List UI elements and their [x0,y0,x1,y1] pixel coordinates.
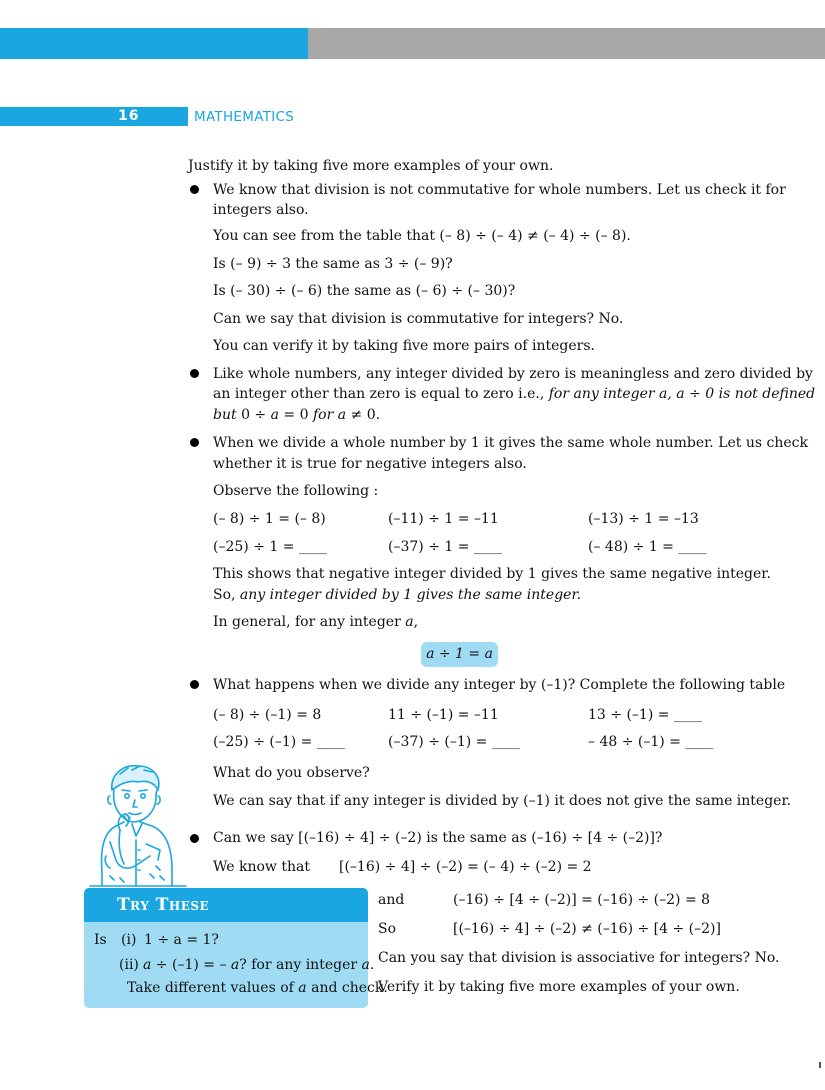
page-edge-mark [819,1062,821,1068]
b4-row1-col1: (– 8) ÷ (–1) = 8 [213,707,322,723]
b2-line-2: an integer other than zero is equal to zero i.e., for any integer a, a ÷ 0 is not defined [213,386,816,402]
b4-row1-col3: 13 ÷ (–1) = ____ [588,707,702,723]
b3-row2-col3: (– 48) ÷ 1 = ____ [588,539,707,555]
try-item-ii-text: a ÷ (–1) = – a? for any integer a. [143,957,375,973]
b1-line-3: You can see from the table that (– 8) ÷ (– 4) ≠ (– 4) ÷ (– 8). [213,228,631,244]
b5-line-2-expr: [(–16) ÷ 4] ÷ (–2) = (– 4) ÷ (–2) = 2 [339,859,592,875]
b4-row2-col3: – 48 ÷ (–1) = ____ [588,734,714,750]
bullet-1 [190,185,199,194]
b3-row1-col1: (– 8) ÷ 1 = (– 8) [213,511,326,527]
bullet-4 [190,680,199,689]
b4-row1-col2: 11 ÷ (–1) = –11 [388,707,499,723]
bullet-3 [190,438,199,447]
b3-line-1: When we divide a whole number by 1 it gives the same whole number. Let us check [213,435,808,451]
try-item-i-label: (i) [121,932,137,948]
b1-line-2: integers also. [213,202,309,218]
b5-line-6: Verify it by taking five more examples of your own. [378,979,740,995]
b3-row2-col2: (–37) ÷ 1 = ____ [388,539,502,555]
try-item-i-text: 1 ÷ a = 1? [144,932,219,948]
b3-row2-col1: (–25) ÷ 1 = ____ [213,539,327,555]
b1-line-4: Is (– 9) ÷ 3 the same as 3 ÷ (– 9)? [213,256,453,272]
header-band-blue [0,28,308,59]
b4-row2-col1: (–25) ÷ (–1) = ____ [213,734,345,750]
b5-line-3-label: and [378,892,405,908]
b4-line-1: What happens when we divide any integer by (–1)? Complete the following table [213,677,786,693]
page-number: 16 [118,108,140,124]
b4-line-3: We can say that if any integer is divided by (–1) it does not give the same integer. [213,793,792,809]
bullet-5 [190,834,199,843]
b3-row1-col3: (–13) ÷ 1 = –13 [588,511,699,527]
b4-line-2: What do you observe? [213,765,370,781]
subject-title: MATHEMATICS [194,109,295,125]
b1-line-5: Is (– 30) ÷ (– 6) the same as (– 6) ÷ (– 30)? [213,283,516,299]
b5-line-1: Can we say [(–16) ÷ 4] ÷ (–2) is the same as (–16) ÷ [4 ÷ (–2)]? [213,830,663,846]
try-these-title: Try These [117,895,210,915]
b5-line-4-label: So [378,921,397,937]
b1-line-7: You can verify it by taking five more pairs of integers. [213,338,595,354]
try-item-iii-text: Take different values of a and check. [127,980,388,996]
b4-row2-col2: (–37) ÷ (–1) = ____ [388,734,520,750]
page-number-bar [0,107,188,126]
intro-text: Justify it by taking five more examples of your own. [188,158,554,174]
b3-line-5: So, any integer divided by 1 gives the same integer. [213,587,582,603]
b1-line-1: We know that division is not commutative for whole numbers. Let us check it for [213,182,786,198]
b2-line-1: Like whole numbers, any integer divided by zero is meaningless and zero divided by [213,366,813,382]
b2-line-3: but 0 ÷ a = 0 for a ≠ 0. [213,407,381,423]
header-band-gray [308,28,825,59]
b3-row1-col2: (–11) ÷ 1 = –11 [388,511,499,527]
b5-line-5: Can you say that division is associative for integers? No. [378,950,780,966]
b5-line-3-expr: (–16) ÷ [4 ÷ (–2)] = (–16) ÷ (–2) = 8 [453,892,711,908]
b5-line-4-expr: [(–16) ÷ 4] ÷ (–2) ≠ (–16) ÷ [4 ÷ (–2)] [453,921,721,937]
b3-line-6: In general, for any integer a, [213,614,419,630]
b3-line-3: Observe the following : [213,483,379,499]
b5-line-2-label: We know that [213,859,310,875]
formula-box: a ÷ 1 = a [421,642,498,667]
b3-line-2: whether it is true for negative integers also. [213,456,527,472]
b1-line-6: Can we say that division is commutative for integers? No. [213,311,624,327]
b3-line-4: This shows that negative integer divided by 1 gives the same negative integer. [213,566,771,582]
try-is-label: Is [94,932,107,948]
bullet-2 [190,369,199,378]
try-item-ii-label: (ii) [119,957,139,973]
thinking-boy-illustration [80,760,190,890]
